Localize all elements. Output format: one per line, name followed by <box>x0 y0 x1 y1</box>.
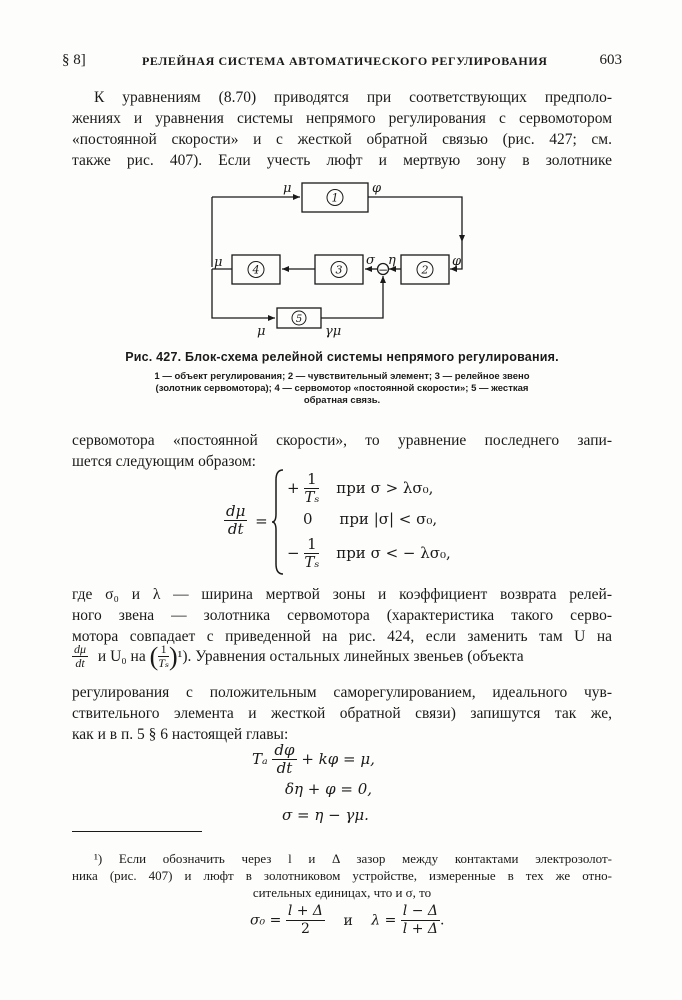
running-title: РЕЛЕЙНАЯ СИСТЕМА АВТОМАТИЧЕСКОГО РЕГУЛИРОВАНИЯ <box>142 54 548 68</box>
wire <box>321 276 383 318</box>
eq1-denominator: dt <box>276 758 293 777</box>
sigma0-numerator: l + Δ <box>287 903 324 919</box>
block-4-label: 4 <box>252 263 260 277</box>
eq1-rest: + kφ = μ, <box>301 750 375 768</box>
text-line: регулирования с положительным саморегулированием, идеального чув- <box>72 684 612 701</box>
signal-mu-bottom: μ <box>257 324 266 339</box>
text-line: где σ₀ и λ — ширина мертвой зоны и коэффициент возврата релей- <box>72 586 612 603</box>
figure-legend <box>72 371 612 407</box>
signal-gamma-mu: γμ <box>325 324 342 339</box>
signal-sigma: σ <box>366 253 375 268</box>
case1-denominator: Tₛ <box>304 487 320 506</box>
text-line: мотора совпадает с приведенной на рис. 424, если заменить там U на <box>72 628 612 645</box>
case3-fraction <box>304 536 319 571</box>
footnote <box>72 850 612 901</box>
block-2-label: 2 <box>421 263 429 277</box>
case3-numerator: 1 <box>304 536 319 554</box>
footnote-line: ника (рис. 407) и люфт в золотниковом устройстве, измеренные в тех же отно- <box>72 868 612 883</box>
text-line: жениях и уравнения системы непрямого регулирования с сервомотором <box>72 110 612 127</box>
text-line: также рис. 407). Если учесть люфт и мертвую зону в золотнике <box>72 152 612 169</box>
case1-sign: + <box>287 479 300 497</box>
section-number: § 8] <box>62 52 86 68</box>
lhs-numerator: dμ <box>226 502 246 520</box>
text-line: К уравнениям (8.70) приводятся при соответствующих предполо- <box>94 89 612 106</box>
text-line: сервомотора «постоянной скорости», то уравнение последнего запи- <box>72 432 612 449</box>
signal-phi-top: φ <box>372 181 382 196</box>
text-line: ствительного элемента и жесткой обратной связи) запишутся так же, <box>72 705 612 722</box>
running-header <box>62 52 622 74</box>
sigma0-lhs: σ₀ = <box>250 912 282 929</box>
one-over-ts-fraction <box>158 643 169 670</box>
lambda-lhs: λ = <box>371 912 397 929</box>
page-number: 603 <box>599 52 622 68</box>
case-3 <box>287 534 451 570</box>
case-1 <box>287 469 433 505</box>
text-line: ного звена — золотника сервомотора (характеристика такого серво- <box>72 607 612 624</box>
figure-caption <box>72 350 612 364</box>
signal-eta: η <box>388 253 396 268</box>
lambda-denominator: l + Δ <box>402 921 439 937</box>
dmu-dt-fraction <box>72 643 88 670</box>
caption-title: Рис. 427. Блок-схема релейной системы непрямого регулирования. <box>125 350 559 364</box>
equation-1 <box>252 738 375 778</box>
close-paren: ) <box>169 642 178 671</box>
line4-rest: ¹). Уравнения остальных линейных звеньев (объекта <box>177 648 524 665</box>
case2-value: 0 <box>303 510 313 528</box>
sigma0-denominator: 2 <box>300 921 310 937</box>
lambda-fraction <box>401 903 440 938</box>
body-paragraph-2-cont <box>72 682 612 745</box>
wire <box>368 197 462 242</box>
footnote-line: ¹) Если обозначить через l и Δ зазор между контактами электрозолот- <box>94 851 612 866</box>
case3-denominator: Tₛ <box>304 552 320 571</box>
piecewise-lhs <box>224 503 268 538</box>
text-line: как и в п. 5 § 6 настоящей главы: <box>72 726 289 743</box>
case3-sign: − <box>287 544 300 562</box>
block-1-label: 1 <box>331 191 339 205</box>
period: . <box>440 912 445 929</box>
body-paragraph-2 <box>72 584 612 647</box>
block-5-label: 5 <box>295 314 303 325</box>
signal-mu-mid: μ <box>214 255 223 270</box>
footnote-formula <box>250 903 444 938</box>
middle-paragraph <box>72 430 612 472</box>
footnote-line: сительных единицах, что и σ, то <box>252 885 432 900</box>
left-brace <box>271 468 285 576</box>
ts-denominator: Tₛ <box>158 656 169 670</box>
eq1-numerator: dφ <box>274 740 295 759</box>
block-3-label: 3 <box>335 263 343 277</box>
lhs-denominator: dt <box>227 520 244 538</box>
footnote-rule <box>72 831 202 832</box>
case1-fraction <box>304 471 319 506</box>
eq1-fraction <box>272 742 296 777</box>
intro-paragraph <box>72 87 612 171</box>
minus-sign: − <box>378 263 389 277</box>
case2-condition: при |σ| < σ₀, <box>339 510 438 528</box>
signal-phi-mid: φ <box>452 254 462 269</box>
text-line: «постоянной скорости» и с жесткой обратной связью (рис. 427; см. <box>72 131 612 148</box>
equation-3: σ = η − γμ. <box>282 806 369 824</box>
case1-condition: при σ > λσ₀, <box>336 479 434 497</box>
equals-sign: = <box>255 511 268 530</box>
and-word: и <box>343 912 353 929</box>
signal-mu-top: μ <box>283 181 292 196</box>
eq1-ta: Tₐ <box>252 750 268 768</box>
dt-denominator: dt <box>75 656 85 670</box>
wire <box>212 269 275 318</box>
sigma0-fraction <box>286 903 325 938</box>
case1-numerator: 1 <box>304 471 319 489</box>
lambda-numerator: l − Δ <box>402 903 439 919</box>
case3-condition: при σ < − λσ₀, <box>336 544 451 562</box>
text-line: шется следующим образом: <box>72 453 256 470</box>
legend-line: (золотник сервомотора); 4 — сервомотор «постоянной скорости»; 5 — жесткая <box>155 383 529 394</box>
equation-2: δη + φ = 0, <box>285 780 373 798</box>
block-diagram <box>190 172 490 340</box>
legend-line: обратная связь. <box>303 395 381 406</box>
legend-line: 1 — объект регулирования; 2 — чувствительный элемент; 3 — релейное звено <box>154 371 530 382</box>
dmu-numerator: dμ <box>74 642 87 656</box>
case-2 <box>303 510 437 528</box>
one-numerator: 1 <box>158 643 169 657</box>
and-u0-text: и U₀ на <box>97 648 146 665</box>
text-line-with-fractions <box>72 643 612 683</box>
lhs-fraction <box>224 503 247 538</box>
open-paren: ( <box>149 642 159 671</box>
